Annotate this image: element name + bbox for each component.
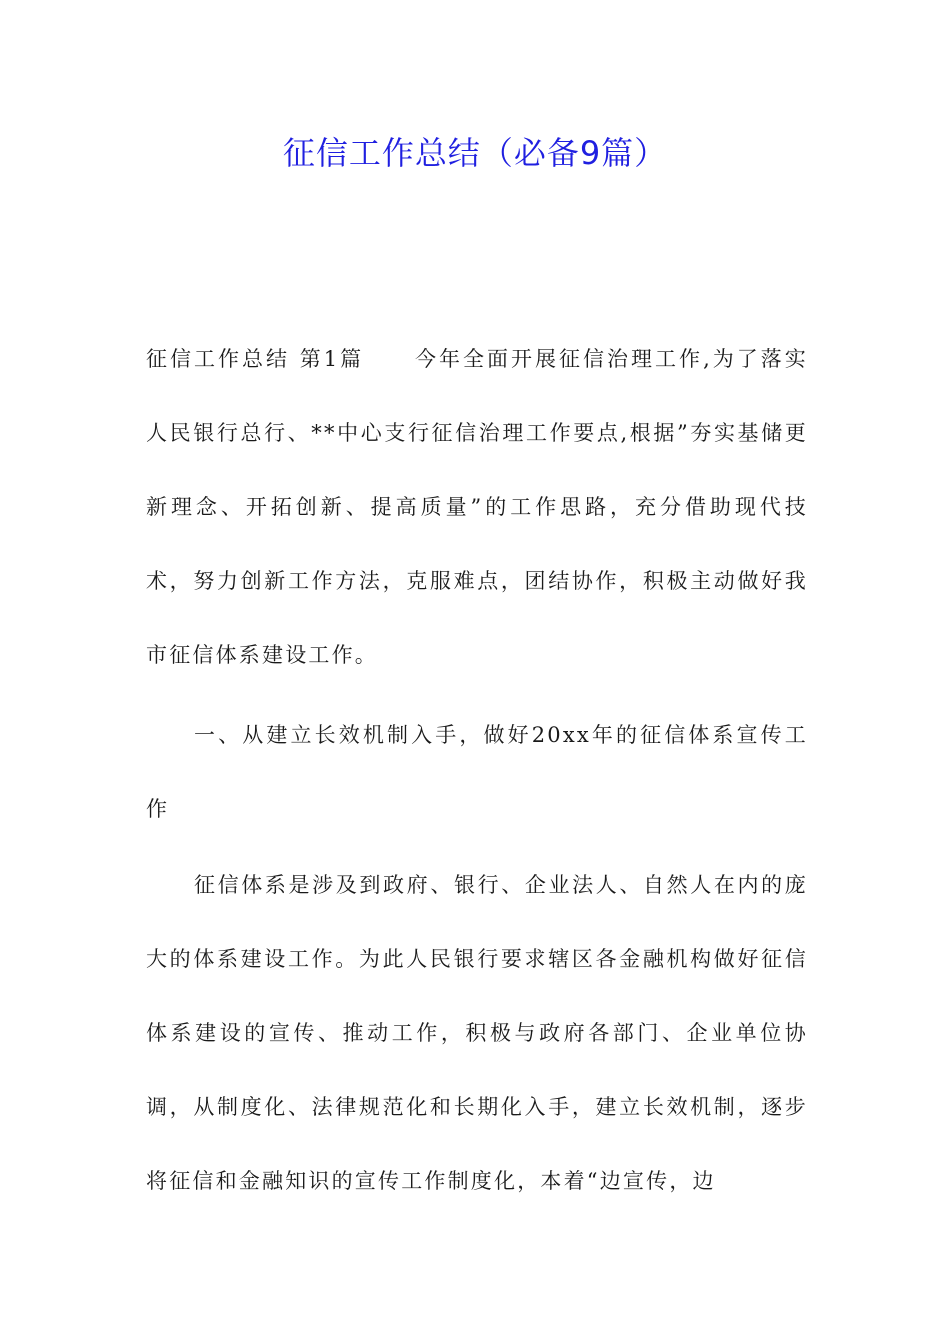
- section-heading: 征信工作总结 第1篇: [146, 347, 365, 371]
- document-title: 征信工作总结（必备9篇）: [282, 134, 668, 172]
- paragraph-3: 征信体系是涉及到政府、银行、企业法人、自然人在内的庞大的体系建设工作。为此人民银行要求辖区各金融机构做好征信体系建设的宣传、推动工作，积极与政府各部门、企业单位协调，从制度化、法律规范化和长期化入手，建立长效机制，逐步将征信和金融知识的宣传工作制度化，本着“边宣传，边: [146, 873, 808, 1193]
- paragraph-1-text: 今年全面开展征信治理工作,为了落实人民银行总行、**中心支行征信治理工作要点,根据”夯实基储更新理念、开拓创新、提高质量”的工作思路，充分借助现代技术，努力创新工作方法，克服难点，团结协作，积极主动做好我市征信体系建设工作。: [146, 347, 808, 667]
- paragraph-2: 一、从建立长效机制入手，做好20xx年的征信体系宣传工作: [146, 723, 808, 821]
- paragraph-1: [146, 322, 808, 692]
